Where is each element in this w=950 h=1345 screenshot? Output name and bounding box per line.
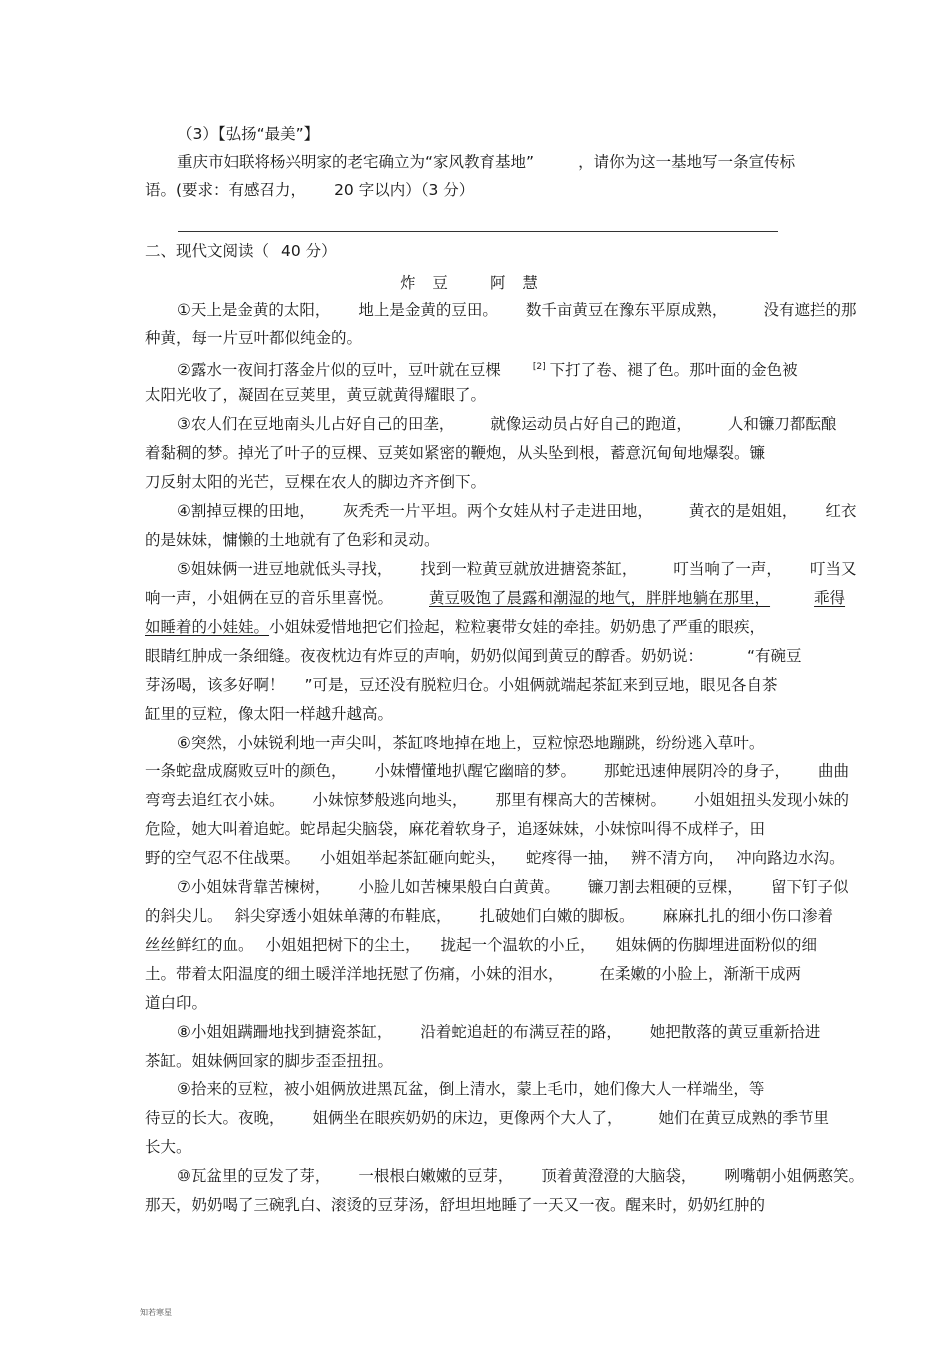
paragraph-8-line-2: 茶缸。姐妹俩回家的脚步歪歪扭扭。 [145,1052,394,1070]
article-author: 阿 慧 [489,274,544,292]
paragraph-5-line-6: 缸里的豆粒，像太阳一样越升越高。 [145,705,394,723]
paragraph-6-line-3: 弯弯去追红衣小妹。 小妹惊梦般逃向地头， 那里有棵高大的苦楝树。 小姐姐扭头发现小妹的 [145,791,850,809]
paragraph-7-line-2: 的斜尖儿。 斜尖穿透小姐妹单薄的布鞋底， 扎破她们白嫩的脚板。 麻麻扎扎的细小伤口渗着 [145,907,834,925]
paragraph-7-line-3: 丝丝鲜红的血。 小姐姐把树下的尘土， 拢起一个温软的小丘， 姐妹俩的伤脚埋进面粉似的细 [145,936,818,954]
paragraph-5-line-1: ⑤姐妹俩一进豆地就低头寻找， 找到一粒黄豆就放进搪瓷茶缸， 叮当响了一声， 叮当又 [177,560,857,578]
paragraph-9-line-3: 长大。 [145,1138,192,1156]
paragraph-10-line-2: 那天，奶奶喝了三碗乳白、滚烫的豆芽汤，舒坦坦地睡了一天又一夜。醒来时，奶奶红肿的 [145,1196,766,1214]
paragraph-6-line-2: 一条蛇盘成腐败豆叶的颜色， 小妹懵懂地扒醒它幽暗的梦。 那蛇迅速伸展阴冷的身子， 曲曲 [145,762,850,780]
paragraph-7-line-4: 土。带着太阳温度的细土暖洋洋地抚慰了伤痛，小妹的泪水， 在柔嫩的小脸上，渐渐干成两 [145,965,802,983]
paragraph-5-line-5: 芽汤喝，该多好啊！ ”可是，豆还没有脱粒归仓。小姐俩就端起茶缸来到豆地，眼见各自茶 [145,676,778,694]
underlined-sentence-end: 如睡着的小娃娃。 [145,618,270,636]
underlined-sentence: 黄豆吸饱了晨露和潮湿的地气，胖胖地躺在那里， [429,589,771,607]
article-title: 炸 豆 [400,274,454,292]
paragraph-6-line-4: 危险，她大叫着追蛇。蛇昂起尖脑袋，麻花着软身子，追逐妹妹，小妹惊叫得不成样子，田 [145,820,766,838]
question-3-line-2: 语。(要求：有感召力， 20 字以内）（3 分） [145,181,475,199]
paragraph-8-line-1: ⑧小姐姐蹒跚地找到搪瓷茶缸， 沿着蛇追赶的布满豆茬的路， 她把散落的黄豆重新拾进 [177,1023,821,1041]
paragraph-10-line-1: ⑩瓦盆里的豆发了芽， 一根根白嫩嫩的豆芽， 顶着黄澄澄的大脑袋， 咧嘴朝小姐俩憨笑。 [177,1167,864,1185]
paragraph-2-line-1: ②露水一夜间打落金片似的豆叶，豆叶就在豆棵 [2] 下打了卷、褪了色。那叶面的金色被 [177,361,798,379]
paragraph-3-line-1: ③农人们在豆地南头儿占好自己的田垄， 就像运动员占好自己的跑道， 人和镰刀都酝酿 [177,415,837,433]
paragraph-9-line-2: 待豆的长大。夜晚， 姐俩坐在眼疾奶奶的床边，更像两个大人了， 她们在黄豆成熟的季节里 [145,1109,830,1127]
paragraph-1-line-2: 种黄，每一片豆叶都似纯金的。 [145,329,363,347]
paragraph-5-line-2: 响一声，小姐俩在豆的音乐里喜悦。 黄豆吸饱了晨露和潮湿的地气，胖胖地躺在那里， 乖得 [145,589,846,607]
question-3-line-1: 重庆市妇联将杨兴明家的老宅确立为“家风教育基地” ，请你为这一基地写一条宣传标 [177,153,796,171]
paragraph-3-line-2: 着黏稠的梦。掉光了叶子的豆棵、豆荚如紧密的鞭炮，从头坠到根，蓄意沉甸甸地爆裂。镰 [145,444,766,462]
answer-line [178,231,778,232]
paragraph-6-line-5: 野的空气忍不住战栗。 小姐姐举起茶缸砸向蛇头， 蛇疼得一抽， 辨不清方向， 冲向路边水沟。 [145,849,845,867]
paragraph-5-line-3: 如睡着的小娃娃。小姐妹爱惜地把它们捡起，粒粒裹带女娃的牵挂。奶奶患了严重的眼疾， [145,618,766,636]
paragraph-1-line-1: ①天上是金黄的太阳， 地上是金黄的豆田。 数千亩黄豆在豫东平原成熟， 没有遮拦的那 [177,301,857,319]
paragraph-9-line-1: ⑨拾来的豆粒，被小姐俩放进黑瓦盆，倒上清水，蒙上毛巾，她们像大人一样端坐，等 [177,1080,765,1098]
section-heading: 二、现代文阅读（ 40 分） [145,242,337,260]
paragraph-6-line-1: ⑥突然，小妹锐利地一声尖叫，茶缸咚地掉在地上，豆粒惊恐地蹦跳，纷纷逃入草叶。 [177,734,765,752]
paragraph-7-line-5: 道白印。 [145,994,208,1012]
footnote-marker: [2] [532,362,546,372]
paragraph-4-line-1: ④割掉豆棵的田地， 灰秃秃一片平坦。两个女娃从村子走进田地， 黄衣的是姐姐， 红衣 [177,502,857,520]
question-3-label: （3）【弘扬“最美”】 [177,125,320,143]
paragraph-2-line-2: 太阳光收了，凝固在豆荚里，黄豆就黄得耀眼了。 [145,386,487,404]
article-title-line [400,273,600,293]
page-footer: 知若寒星 [140,1308,172,1317]
paragraph-7-line-1: ⑦小姐妹背靠苦楝树， 小脸儿如苦楝果般白白黄黄。 镰刀割去粗硬的豆棵， 留下钉子似 [177,878,849,896]
paragraph-5-line-4: 眼睛红肿成一条细缝。夜夜枕边有炸豆的声响，奶奶似闻到黄豆的醇香。奶奶说： “有碗豆 [145,647,802,665]
paragraph-3-line-3: 刀反射太阳的光芒，豆棵在农人的脚边齐齐倒下。 [145,473,487,491]
paragraph-4-line-2: 的是妹妹，慵懒的土地就有了色彩和灵动。 [145,531,440,549]
